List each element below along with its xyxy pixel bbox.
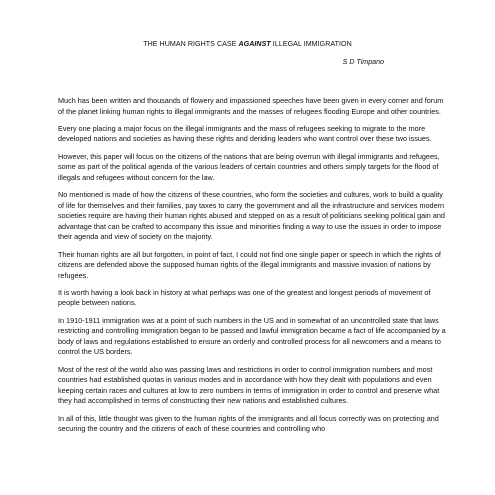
- title-text-before: THE HUMAN RIGHTS CASE: [143, 40, 239, 48]
- paragraph: Most of the rest of the world also was passing laws and restrictions in order to control immigration numbers and most countries had established quotas in various modes and in accordance with how they dealt with populations and even keeping certain races and cultures at low to zero numbers in terms of immigration in order to control and preserve what they had accomplished in terms of constructing their new nations and established cultures.: [58, 364, 440, 406]
- paragraph: In 1910-1911 immigration was at a point of such numbers in the US and in somewhat of an uncontrolled state that laws restricting and controlling immigration began to be passed and lawful immigration became a fact of life accompanied by a body of laws and regulations established to ensure an orderly and controlled process for all newcomers and a means to control the US borders.: [58, 315, 446, 357]
- title-text-after: ILLEGAL IMMIGRATION: [270, 40, 352, 48]
- title-emphasis: AGAINST: [238, 40, 271, 48]
- document-title: [0, 40, 495, 48]
- paragraph: Much has been written and thousands of flowery and impassioned speeches have been given in every corner and forum of the planet linking human rights to illegal immigrants and the masses of refugees flooding Europe and other countries.: [58, 96, 444, 116]
- paragraph: It is worth having a look back in history at what perhaps was one of the greatest and longest periods of movement of people between nations.: [58, 287, 431, 308]
- paragraph: In all of this, little thought was given to the human rights of the immigrants and all focus correctly was on protecting and securing the country and the citizens of each of these countries and controlling who: [58, 413, 439, 434]
- paragraph: Every one placing a major focus on the illegal immigrants and the mass of refugees seeking to migrate to the more developed nations and societies as having these rights and deriding leaders who want control over these two issues.: [58, 123, 432, 144]
- paragraph: Their human rights are all but forgotten, in point of fact, I could not find one single paper or speech in which the rights of citizens are defended above the supposed human rights of the illegal immigrants and massive invasion of nations by refugees.: [58, 249, 441, 280]
- paragraph: However, this paper will focus on the citizens of the nations that are being overrun with illegal immigrants and refugees, some as part of the political agenda of the various leaders of certain countries and others simply targets for the flood of illegals and refugees without concern for the law.: [58, 151, 440, 182]
- paragraph: No mentioned is made of how the citizens of these countries, who form the societies and cultures, work to build a quality of life for themselves and their families, pay taxes to carry the government and all the infrastructure and services modern societies require are having their human rights abused and stepped on as a result of politicians seeking political gain and advantage that can be crafted to accompany this issue and minorities finding a way to use the issues in order to impose their agenda and view of society on the majority.: [58, 189, 445, 242]
- author-byline: S D Timpano: [342, 58, 384, 66]
- document-body: [58, 96, 446, 441]
